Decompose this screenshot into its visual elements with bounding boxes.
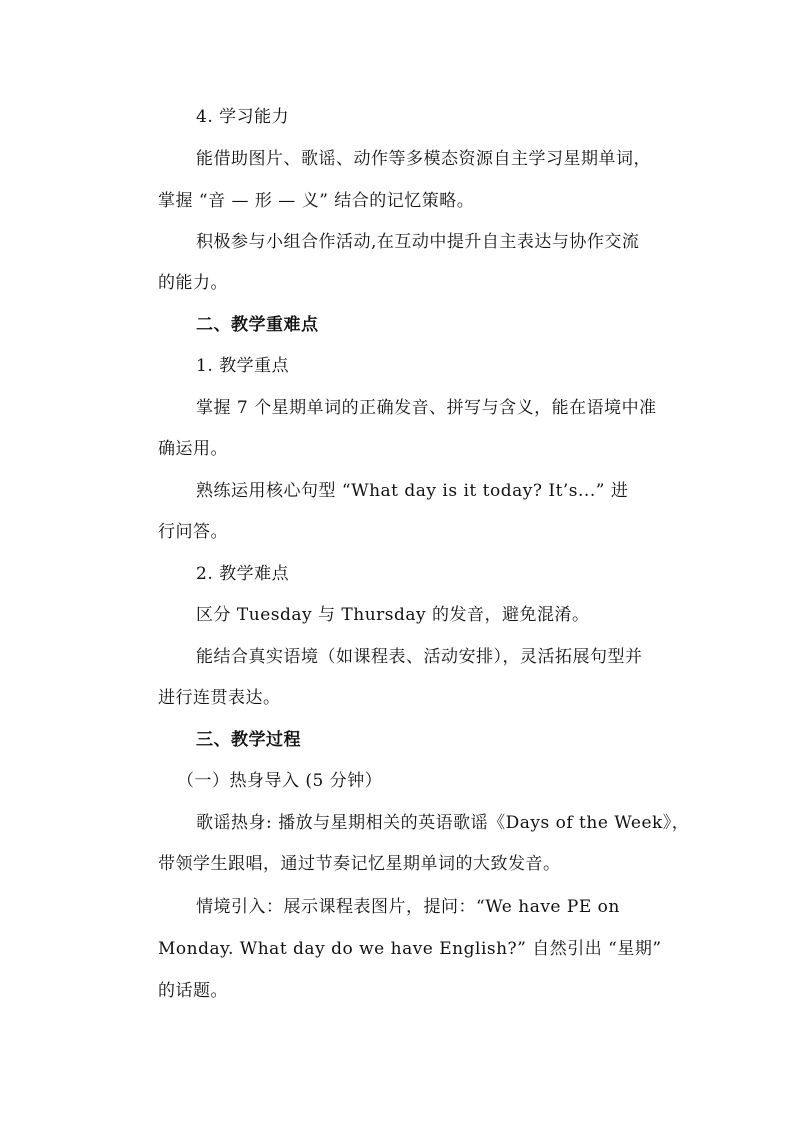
paragraph-line: 确运用。 xyxy=(158,439,228,459)
paragraph-line: 歌谣热身: 播放与星期相关的英语歌谣《Days of the Week》， xyxy=(196,813,690,833)
paragraph-line: Monday. What day do we have English?” 自然引出 “星期” xyxy=(158,939,662,959)
paragraph-line: 的能力。 xyxy=(158,273,228,293)
paragraph-line: 掌握 “音 — 形 — 义” 结合的记忆策略。 xyxy=(158,191,475,211)
paragraph-line: 的话题。 xyxy=(158,981,228,1001)
section-heading-key-points: 二、教学重难点 xyxy=(196,315,319,335)
paragraph-line: 能结合真实语境（如课程表、活动安排），灵活拓展句型并 xyxy=(196,647,643,667)
paragraph-line: 情境引入：展示课程表图片，提问：“We have PE on xyxy=(196,897,620,917)
section-heading-process: 三、教学过程 xyxy=(196,730,301,750)
paragraph-line: 带领学生跟唱，通过节奏记忆星期单词的大致发音。 xyxy=(158,854,561,874)
subheading-learning-ability: 4. 学习能力 xyxy=(196,107,290,127)
subheading-teaching-difficulty: 2. 教学难点 xyxy=(196,564,290,584)
paragraph-line: 积极参与小组合作活动,在互动中提升自主表达与协作交流 xyxy=(196,232,640,252)
paragraph-line: 掌握 7 个星期单词的正确发音、拼写与含义，能在语境中准 xyxy=(196,398,657,418)
paragraph-line: 区分 Tuesday 与 Thursday 的发音，避免混淆。 xyxy=(196,605,590,625)
subheading-warm-up: （一）热身导入 (5 分钟） xyxy=(177,771,383,791)
subheading-teaching-focus: 1. 教学重点 xyxy=(196,356,290,376)
paragraph-line: 进行连贯表达。 xyxy=(158,688,281,708)
paragraph-line: 能借助图片、歌谣、动作等多模态资源自主学习星期单词， xyxy=(196,149,651,169)
paragraph-line: 熟练运用核心句型 “What day is it today? It’s...” 进 xyxy=(196,481,629,501)
paragraph-line: 行问答。 xyxy=(158,522,228,542)
